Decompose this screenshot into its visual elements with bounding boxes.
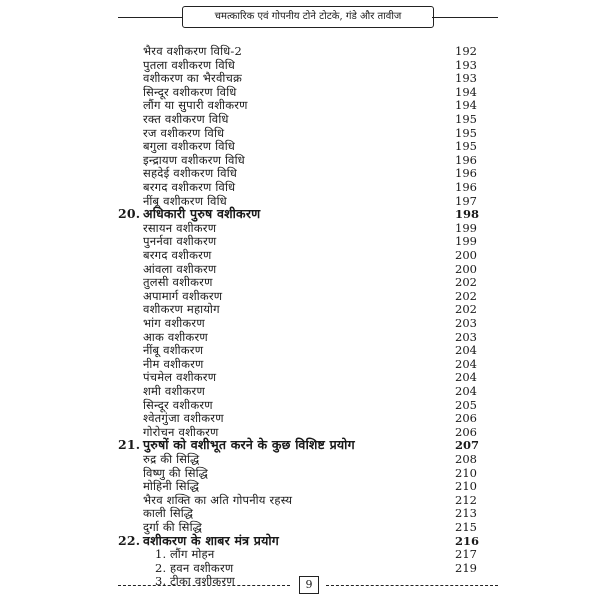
toc-entry-row — [0, 289, 600, 303]
toc-entry-row — [0, 466, 600, 480]
toc-entry-page: 199 — [455, 234, 477, 249]
toc-entry-page: 204 — [455, 384, 477, 398]
toc-entry-title: काली सिद्धि — [143, 506, 194, 521]
toc-entry-page: 208 — [455, 452, 477, 466]
toc-entry-row — [0, 262, 600, 276]
toc-entry-title: बरगद वशीकरण विधि — [143, 180, 236, 194]
header-title: चमत्कारिक एवं गोपनीय टोने टोटके, गंडे और तावीज — [182, 6, 434, 28]
toc-entry-title: हवन वशीकरण — [170, 560, 234, 575]
toc-entry-row — [0, 343, 600, 357]
toc-entry-title: मोहिनी सिद्धि — [143, 479, 200, 494]
toc-entry-title: रक्त वशीकरण विधि — [143, 112, 229, 126]
toc-entry-title: वशीकरण महायोग — [143, 302, 220, 317]
toc-entry-page: 196 — [455, 166, 477, 181]
toc-entry-title: रुद्र की सिद्धि — [143, 452, 200, 466]
toc-entry-row — [0, 330, 600, 344]
toc-entry-title: टीका वशीकरण — [170, 574, 235, 589]
toc-entry-number: 2. — [155, 560, 167, 575]
toc-entry-title: विष्णु की सिद्धि — [143, 465, 209, 480]
toc-entry-page: 202 — [455, 288, 477, 303]
toc-entry-page: 199 — [455, 220, 477, 235]
toc-entry-row — [0, 302, 600, 316]
toc-entry-row — [0, 398, 600, 412]
toc-entry-title: पुनर्नवा वशीकरण — [143, 234, 217, 249]
toc-entry-row — [0, 58, 600, 72]
toc-entry-title: रसायन वशीकरण — [143, 220, 217, 235]
toc-entry-row — [0, 275, 600, 289]
toc-entry-title: लौंग मोहन — [170, 547, 215, 562]
toc-entry-title: वशीकरण के शाबर मंत्र प्रयोग — [143, 532, 280, 548]
toc-entry-page: 197 — [455, 193, 477, 208]
toc-entry-title: सहदेई वशीकरण विधि — [143, 166, 238, 181]
toc-entry-title: श्वेतगुंजा वशीकरण — [143, 411, 224, 426]
toc-entry-row — [0, 384, 600, 398]
toc-entry-title: भैरव वशीकरण विधि-2 — [143, 44, 242, 58]
toc-entry-title: गोरोचन वशीकरण — [143, 424, 219, 439]
toc-entry-title: शमी वशीकरण — [143, 384, 205, 398]
toc-entry-page: 192 — [455, 44, 477, 58]
toc-entry-page: 203 — [455, 329, 477, 344]
toc-chapter-row — [0, 534, 600, 548]
toc-entry-row — [0, 98, 600, 112]
toc-entry-row — [0, 194, 600, 208]
toc-entry-page: 210 — [455, 465, 477, 480]
toc-entry-title: पुतला वशीकरण विधि — [143, 57, 236, 72]
toc-entry-title: भांग वशीकरण — [143, 316, 205, 330]
toc-entry-page: 203 — [455, 316, 477, 330]
toc-entry-row — [0, 370, 600, 384]
toc-entry-page: 193 — [455, 71, 477, 86]
toc-chapter-row — [0, 207, 600, 221]
toc-entry-row — [0, 153, 600, 167]
toc-entry-page: 207 — [455, 438, 480, 453]
toc-entry-page: 204 — [455, 356, 477, 371]
toc-entry-title: नींबू वशीकरण विधि — [143, 193, 227, 208]
toc-entry-row — [0, 180, 600, 194]
toc-entry-row — [0, 479, 600, 493]
toc-entry-title: नींबू वशीकरण — [143, 343, 204, 358]
toc-entry-row — [0, 452, 600, 466]
toc-entry-page: 195 — [455, 125, 477, 140]
toc-entry-title: दुर्गा की सिद्धि — [143, 520, 202, 534]
toc-entry-title: इन्द्रायण वशीकरण विधि — [143, 152, 245, 167]
toc-entry-row — [0, 234, 600, 248]
toc-entry-number: 20. — [118, 206, 141, 222]
toc-entry-page: 195 — [455, 139, 477, 154]
toc-entry-row — [0, 357, 600, 371]
footer-ornament-right — [326, 585, 498, 586]
toc-entry-page: 194 — [455, 98, 477, 113]
toc-entry-row — [0, 85, 600, 99]
toc-entry-page: 196 — [455, 152, 477, 167]
toc-entry-row — [0, 547, 600, 561]
toc-entry-row — [0, 316, 600, 330]
toc-entry-title: भैरव शक्ति का अति गोपनीय रहस्य — [143, 492, 293, 507]
toc-entry-title: पंचमेल वशीकरण — [143, 370, 217, 385]
toc-entry-page: 216 — [455, 533, 480, 548]
toc-entry-page: 195 — [455, 112, 477, 126]
toc-entry-title: रज वशीकरण विधि — [143, 125, 225, 140]
toc-entry-number: 22. — [118, 532, 141, 548]
toc-entry-page: 204 — [455, 343, 477, 358]
toc-entry-title: लौंग या सुपारी वशीकरण — [143, 98, 248, 113]
toc-entry-page: 213 — [455, 506, 477, 521]
toc-entry-row — [0, 221, 600, 235]
toc-entry-page: 200 — [455, 261, 477, 276]
toc-entry-page: 210 — [455, 479, 477, 494]
toc-entry-row — [0, 71, 600, 85]
footer-ornament-left — [118, 585, 290, 586]
toc-entry-page: 202 — [455, 275, 477, 290]
toc-entry-row — [0, 506, 600, 520]
toc-entry-number: 1. — [155, 547, 167, 562]
toc-entry-row — [0, 139, 600, 153]
toc-entry-title: आंवला वशीकरण — [143, 261, 217, 276]
toc-entry-title: तुलसी वशीकरण — [143, 275, 213, 290]
toc-entry-row — [0, 520, 600, 534]
toc-entry-row — [0, 561, 600, 575]
toc-entry-row — [0, 44, 600, 58]
toc-entry-page: 215 — [455, 520, 477, 534]
toc-entry-row — [0, 493, 600, 507]
toc-entry-title: आक वशीकरण — [143, 329, 208, 344]
page-footer — [118, 574, 498, 596]
toc-entry-title: अधिकारी पुरुष वशीकरण — [143, 206, 261, 222]
toc-entry-page: 202 — [455, 302, 477, 317]
toc-entry-page: 194 — [455, 84, 477, 99]
toc-entry-title: अपामार्ग वशीकरण — [143, 288, 223, 303]
page-number: 9 — [299, 576, 319, 594]
toc-entry-title: पुरुषों को वशीभूत करने के कुछ विशिष्ट प्रयोग — [143, 437, 355, 453]
toc-entry-row — [0, 112, 600, 126]
toc-entry-title: नीम वशीकरण — [143, 356, 204, 371]
toc-entry-page: 206 — [455, 411, 477, 426]
toc-entry-page: 212 — [455, 492, 477, 507]
toc-entry-page: 196 — [455, 180, 477, 194]
toc-entry-row — [0, 166, 600, 180]
toc-entry-title: वशीकरण का भैरवीचक्र — [143, 71, 243, 86]
toc-entry-row — [0, 411, 600, 425]
toc-entry-page: 200 — [455, 248, 477, 262]
toc-entry-title: बरगद वशीकरण — [143, 248, 212, 262]
toc-entry-page: 217 — [455, 547, 477, 562]
toc-entry-number: 3. — [155, 574, 167, 589]
toc-entry-row — [0, 126, 600, 140]
toc-entry-page: 204 — [455, 370, 477, 385]
toc-chapter-row — [0, 438, 600, 452]
toc-entry-title: सिन्दूर वशीकरण विधि — [143, 84, 237, 99]
toc-entry-page: 198 — [455, 207, 480, 222]
toc-entry-row — [0, 248, 600, 262]
toc-entry-number: 21. — [118, 437, 141, 453]
toc-entry-page: 193 — [455, 57, 477, 72]
toc-entry-page: 219 — [455, 560, 477, 575]
toc-entry-page: 205 — [455, 397, 477, 412]
toc-entry-title: सिन्दूर वशीकरण — [143, 397, 213, 412]
toc-entry-page: 206 — [455, 424, 477, 439]
toc-entry-title: बगुला वशीकरण विधि — [143, 139, 235, 154]
